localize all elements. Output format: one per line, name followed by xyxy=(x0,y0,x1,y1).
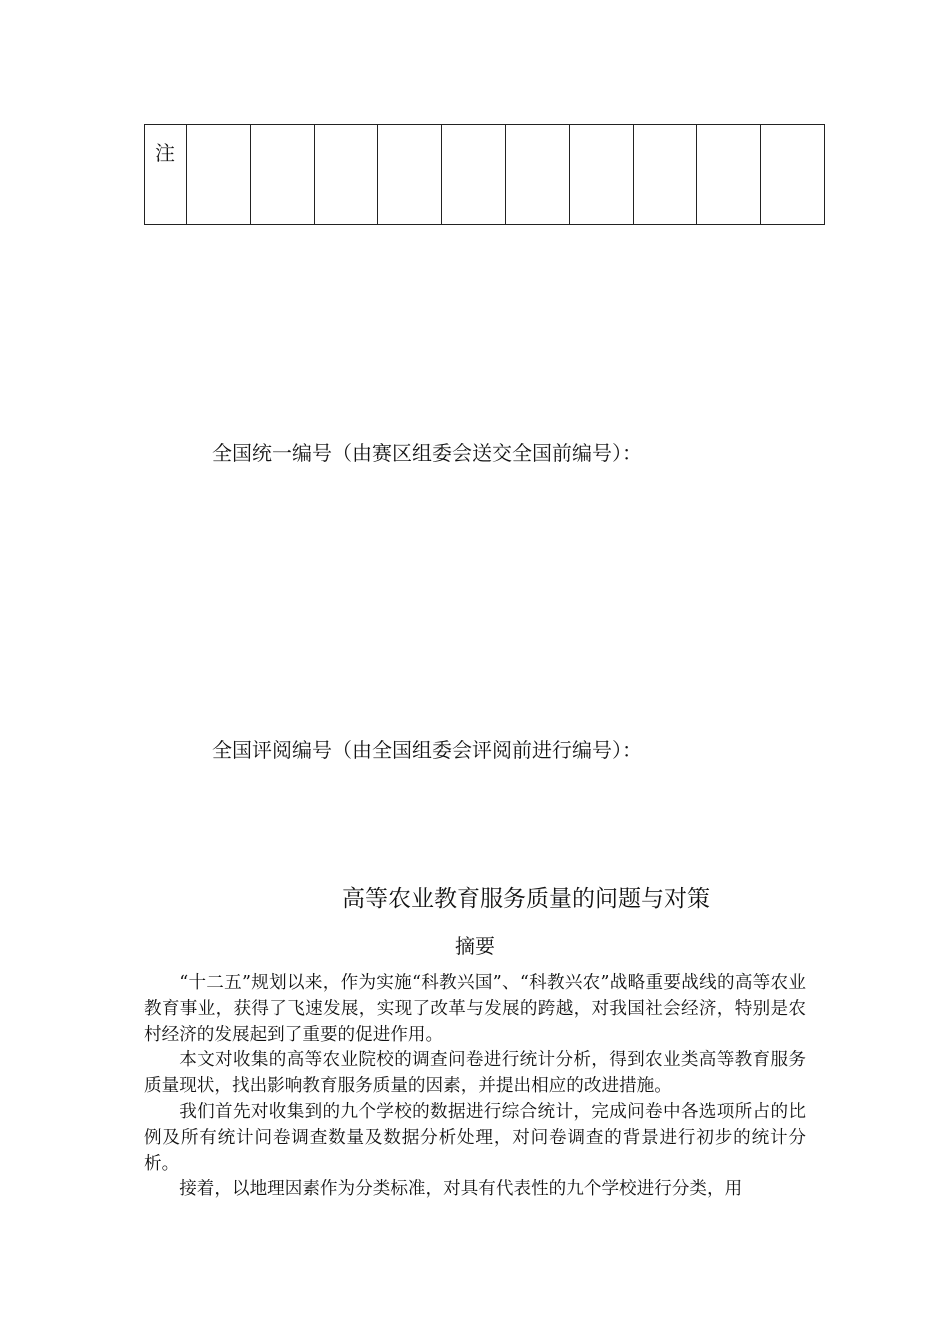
table-cell xyxy=(569,125,633,225)
table-cell xyxy=(378,125,442,225)
abstract-body xyxy=(144,971,806,1203)
abstract-paragraph: 接着，以地理因素作为分类标准，对具有代表性的九个学校进行分类，用 xyxy=(179,1179,743,1200)
table-row xyxy=(145,125,825,225)
table-cell xyxy=(697,125,761,225)
table-cell xyxy=(250,125,314,225)
table-cell xyxy=(314,125,378,225)
abstract-paragraph: 我们首先对收集到的九个学校的数据进行综合统计，完成问卷中各选项所占的比例及所有统计问卷调查数量及数据分析处理，对问卷调查的背景进行初步的统计分析。 xyxy=(144,1101,806,1174)
abstract-heading: 摘要 xyxy=(455,934,495,958)
notes-label: 注 xyxy=(155,141,175,165)
table-cell xyxy=(505,125,569,225)
national-review-number-label: 全国评阅编号（由全国组委会评阅前进行编号）： xyxy=(212,738,642,762)
paper-title: 高等农业教育服务质量的问题与对策 xyxy=(342,886,710,912)
abstract-paragraph: 本文对收集的高等农业院校的调查问卷进行统计分析，得到农业类高等教育服务质量现状，找出影响教育服务质量的因素，并提出相应的改进措施。 xyxy=(144,1050,806,1097)
table-cell xyxy=(442,125,506,225)
national-unified-number-label: 全国统一编号（由赛区组委会送交全国前编号）： xyxy=(212,441,642,465)
notes-table xyxy=(144,124,825,225)
table-cell xyxy=(761,125,825,225)
abstract-paragraph: “十二五”规划以来，作为实施“科教兴国”、“科教兴农”战略重要战线的高等农业教育事业，获得了飞速发展，实现了改革与发展的跨越，对我国社会经济，特别是农村经济的发展起到了重要的促进作用。 xyxy=(144,973,806,1045)
table-cell xyxy=(187,125,251,225)
table-cell xyxy=(633,125,697,225)
table-cell-label xyxy=(145,125,187,225)
